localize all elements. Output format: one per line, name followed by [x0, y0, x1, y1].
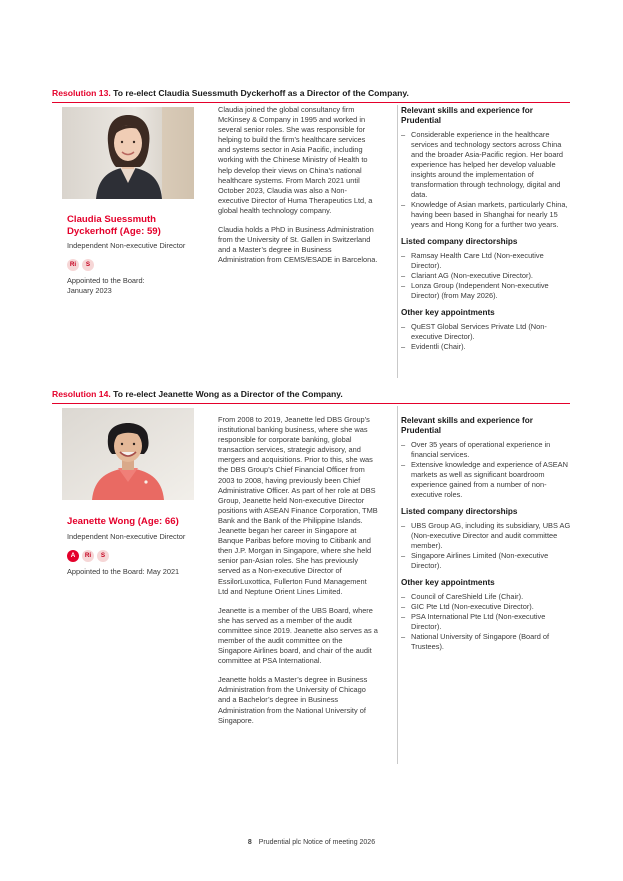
skills-section [401, 416, 573, 500]
resolution-14 [52, 389, 570, 764]
director-details [401, 416, 573, 659]
other-appointments-title: Other key appointments [401, 308, 495, 317]
resolution-13 [52, 88, 570, 378]
list-item: – Lonza Group (Independent Non-executive Director) (from May 2026). [401, 281, 573, 301]
appointed-info [67, 276, 207, 296]
appointed-date: January 2023 [67, 286, 112, 295]
director-sidebar [67, 516, 207, 577]
director-role: Independent Non-executive Director [67, 241, 186, 250]
resolution-number: Resolution 14. [52, 389, 111, 399]
list-item: – GIC Pte Ltd (Non-executive Director). [401, 602, 573, 612]
list-item: – National University of Singapore (Board of Trustees). [401, 632, 573, 652]
list-item: – Extensive knowledge and experience of ASEAN markets as well as significant boardroom experience gained from a number of non-executive roles. [401, 460, 573, 500]
list-item: – Clariant AG (Non-executive Director). [401, 271, 573, 281]
director-photo [62, 408, 194, 500]
other-appointments-section [401, 308, 573, 352]
list-item: – Knowledge of Asian markets, particularly China, having been based in Shanghai for nearly 15 years and Hong Kong for a further two years. [401, 200, 573, 230]
list-item: – Evidentli (Chair). [401, 342, 573, 352]
director-name: Claudia Suessmuth Dyckerhoff (Age: 59) [67, 214, 161, 237]
resolution-text: To re-elect Claudia Suessmuth Dyckerhoff as a Director of the Company. [113, 88, 409, 98]
list-item: – UBS Group AG, including its subsidiary, UBS AG (Non-executive Director and audit committee member). [401, 521, 573, 551]
list-item: – QuEST Global Services Private Ltd (Non-executive Director). [401, 322, 573, 342]
director-biography [218, 415, 378, 735]
listed-directorships-section [401, 507, 573, 571]
director-biography [218, 105, 378, 274]
committee-badge-ri: Ri [67, 259, 79, 271]
page-number: 8 [247, 839, 252, 846]
committee-badges [67, 259, 207, 271]
resolution-text: To re-elect Jeanette Wong as a Director of the Company. [113, 389, 343, 399]
skills-title: Relevant skills and experience for Prudential [401, 106, 533, 125]
list-item: – Council of CareShield Life (Chair). [401, 592, 573, 602]
bio-paragraph: Jeanette is a member of the UBS Board, where she has served as a member of the audit committee since 2019. Jeanette also serves as a member of the audit committee on the Singapore Airlines board, and chair of the audit committee at PSA International. [218, 605, 378, 666]
bio-paragraph: Jeanette holds a Master’s degree in Business Administration from the University of Chicago and a Bachelor’s degree in Business Administration from the National University of Singapore. [218, 675, 368, 725]
other-appointments-section [401, 578, 573, 652]
skills-section [401, 106, 573, 230]
committee-badges [67, 550, 207, 562]
listed-directorships-title: Listed company directorships [401, 237, 518, 246]
director-details [401, 106, 573, 359]
list-item: – Ramsay Health Care Ltd (Non-executive Director). [401, 251, 573, 271]
director-photo [62, 107, 194, 199]
page-footer [0, 839, 623, 846]
resolution-heading [52, 88, 570, 101]
director-sidebar [67, 214, 207, 296]
column-divider [397, 105, 398, 378]
committee-badge-a: A [67, 550, 79, 562]
column-divider [397, 406, 398, 764]
red-divider [52, 403, 570, 404]
committee-badge-s: S [82, 259, 94, 271]
listed-directorships-section [401, 237, 573, 301]
bio-paragraph: Claudia holds a PhD in Business Administration from the University of St. Gallen in Switzerland and a Master’s degree in Business Administration from CEMS/ESADE in Barcelona. [218, 225, 378, 265]
bio-paragraph: Claudia joined the global consultancy firm McKinsey & Company in 1995 and worked in several senior roles. She was responsible for helping to build the firm’s healthcare services and systems sector in Asia Pacific, including working with the Chinese Ministry of Health to help develop their views on China’s national healthcare systems. From March 2021 until October 2023, Claudia was also a Non-executive Director of Huma Therapeutics Ltd, a global health technology company. [218, 105, 373, 215]
director-name: Jeanette Wong (Age: 66) [67, 516, 179, 527]
appointed-info [67, 567, 207, 577]
resolution-number: Resolution 13. [52, 88, 111, 98]
list-item: – Singapore Airlines Limited (Non-executive Director). [401, 551, 573, 571]
resolution-heading [52, 389, 570, 402]
appointed-label: Appointed to the Board: [67, 276, 145, 285]
list-item: – Over 35 years of operational experience in financial services. [401, 440, 573, 460]
list-item: – Considerable experience in the healthcare services and technology sectors across China and the broader Asia-Pacific region. Her board experience has helped her develop valuable insights around the implementation of transformation through technology, digital and data. [401, 130, 573, 200]
committee-badge-ri: Ri [82, 550, 94, 562]
director-role: Independent Non-executive Director [67, 531, 186, 541]
footer-text: Prudential plc Notice of meeting 2026 [258, 839, 376, 846]
committee-badge-s: S [97, 550, 109, 562]
red-divider [52, 102, 570, 103]
listed-directorships-title: Listed company directorships [401, 507, 518, 516]
list-item: – PSA International Pte Ltd (Non-executive Director). [401, 612, 573, 632]
skills-title: Relevant skills and experience for Prudential [401, 416, 533, 435]
other-appointments-title: Other key appointments [401, 578, 495, 587]
appointed-label: Appointed to the Board: May 2021 [67, 566, 180, 576]
bio-paragraph: From 2008 to 2019, Jeanette led DBS Group’s institutional banking business, where she was responsible for corporate banking, global transaction services, strategic advisory, and mergers and acquisitions. Prior to this, she was the DBS Group’s Chief Financial Officer from 2003 to 2008, having previously been Chief Administrative Officer. As part of her role at DBS Group, Jeanette held Non-executive Director positions with ASEAN Finance Corporation, TMB Bank and the Bank of the Philippine Islands. Jeanette began her career in Singapore at Banque Paribas before moving to Citibank and then J.P. Morgan in Singapore, where she held senior pan-Asian roles. She has previously served as a Non-executive Director of EssilorLuxottica, Fullerton Fund Management Ltd and Neptune Orient Lines Limited. [218, 415, 378, 596]
